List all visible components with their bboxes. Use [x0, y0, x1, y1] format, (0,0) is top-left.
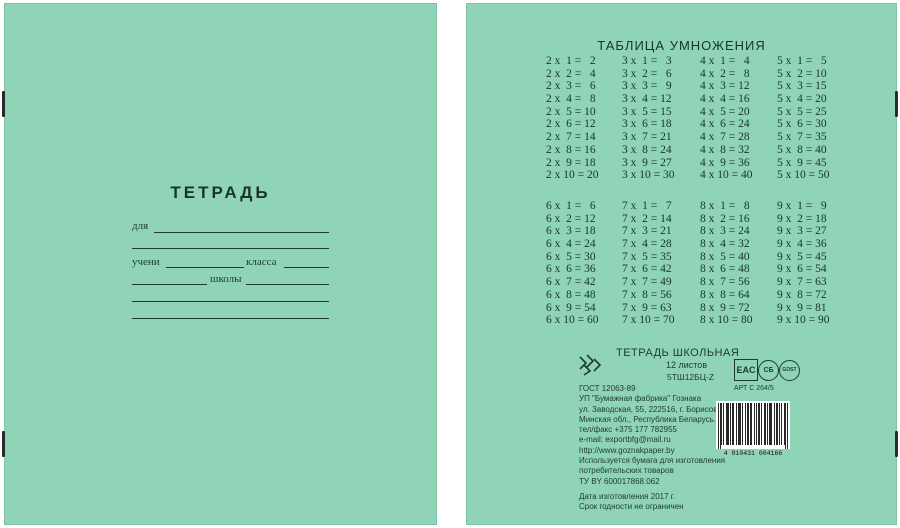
multiplication-row: 7 x 1 = 7 — [622, 200, 672, 212]
multiplication-row: 7 x 5 = 35 — [622, 250, 672, 263]
multiplication-row: 5 x 10 = 50 — [777, 169, 830, 182]
barcode-bar — [748, 403, 749, 445]
label-class: класса — [246, 256, 277, 268]
label-for: для — [132, 220, 149, 232]
multiplication-row: 9 x 5 = 45 — [777, 250, 827, 263]
multiplication-row: 6 x 8 = 48 — [546, 288, 596, 301]
multiplication-row: 2 x 1 = 2 — [546, 55, 596, 67]
product-name: ТЕТРАДЬ ШКОЛЬНАЯ — [616, 347, 740, 359]
multiplication-table-title: ТАБЛИЦА УМНОЖЕНИЯ — [597, 38, 766, 53]
barcode-bar — [742, 403, 743, 445]
multiplication-row: 3 x 2 = 6 — [622, 67, 672, 80]
info-line: e-mail: exportbfg@mail.ru — [579, 435, 671, 445]
staple-top-back — [895, 91, 898, 117]
multiplication-column — [700, 200, 770, 327]
multiplication-row: 5 x 3 = 15 — [777, 80, 827, 93]
multiplication-row: 9 x 6 = 54 — [777, 263, 827, 276]
notebook-title: ТЕТРАДЬ — [170, 183, 271, 202]
line-blank-2 — [132, 301, 329, 302]
multiplication-row: 6 x 1 = 6 — [546, 200, 596, 212]
barcode-bar — [720, 403, 721, 449]
multiplication-row: 8 x 8 = 64 — [700, 288, 750, 301]
barcode-bar — [726, 403, 727, 445]
multiplication-row: 7 x 4 = 28 — [622, 238, 672, 251]
multiplication-row: 7 x 2 = 14 — [622, 212, 672, 225]
info-line: потребительских товаров — [579, 466, 674, 476]
multiplication-column — [546, 200, 616, 327]
multiplication-row: 3 x 3 = 9 — [622, 80, 672, 93]
multiplication-column — [777, 55, 847, 182]
barcode-bar — [784, 403, 785, 445]
info-line: Используется бумага для изготовления — [579, 456, 726, 466]
barcode-bar — [776, 403, 777, 445]
barcode-bar — [774, 403, 775, 445]
multiplication-row: 8 x 5 = 40 — [700, 250, 750, 263]
multiplication-row: 3 x 5 = 15 — [622, 105, 672, 118]
multiplication-row: 8 x 10 = 80 — [700, 314, 753, 327]
staple-bottom-back — [895, 431, 898, 457]
product-code: 5ТШ12БЦ-Z — [667, 372, 715, 382]
multiplication-row: 9 x 10 = 90 — [777, 314, 830, 327]
multiplication-row: 5 x 5 = 25 — [777, 105, 827, 118]
info-line: ГОСТ 12063-89 — [579, 384, 636, 393]
barcode-bar — [754, 403, 755, 445]
label-student: учени — [132, 256, 160, 268]
multiplication-row: 8 x 9 = 72 — [700, 301, 750, 314]
multiplication-row: 4 x 7 = 28 — [700, 131, 750, 144]
multiplication-column — [777, 200, 847, 327]
multiplication-row: 4 x 1 = 4 — [700, 55, 750, 67]
multiplication-row: 9 x 3 = 27 — [777, 225, 827, 238]
barcode-bar — [739, 403, 740, 445]
multiplication-row: 4 x 2 = 8 — [700, 67, 750, 80]
multiplication-row: 6 x 2 = 12 — [546, 212, 596, 225]
barcode-bar — [738, 403, 739, 445]
barcode-bar — [771, 403, 772, 445]
multiplication-column — [622, 55, 692, 182]
multiplication-row: 4 x 10 = 40 — [700, 169, 753, 182]
multiplication-row: 2 x 6 = 12 — [546, 118, 596, 131]
barcode-bar — [727, 403, 728, 445]
manufacturer-info — [579, 384, 725, 513]
barcode-bar — [770, 403, 771, 445]
info-line: ТУ BY 600017868.062 — [579, 476, 660, 486]
multiplication-row: 7 x 6 = 42 — [622, 263, 672, 276]
info-line: Минская обл., Республика Беларусь. — [579, 414, 717, 424]
multiplication-row: 8 x 4 = 32 — [700, 238, 750, 251]
barcode-bar — [723, 403, 724, 445]
barcode-bar — [733, 403, 734, 445]
multiplication-row: 5 x 2 = 10 — [777, 67, 827, 80]
multiplication-row: 7 x 9 = 63 — [622, 301, 672, 314]
barcode-bar — [765, 403, 766, 445]
multiplication-row: 9 x 1 = 9 — [777, 200, 827, 212]
info-line: тел/факс +375 177 782955 — [579, 425, 677, 435]
line-blank-3 — [132, 318, 329, 319]
multiplication-row: 6 x 10 = 60 — [546, 314, 599, 327]
multiplication-row: 4 x 5 = 20 — [700, 105, 750, 118]
multiplication-row: 5 x 4 = 20 — [777, 93, 827, 106]
barcode-bar — [764, 403, 765, 445]
barcode-bar — [747, 403, 748, 445]
multiplication-row: 8 x 2 = 16 — [700, 212, 750, 225]
multiplication-row: 6 x 6 = 36 — [546, 263, 596, 276]
barcode-bar — [759, 403, 760, 445]
multiplication-row: 3 x 6 = 18 — [622, 118, 672, 131]
multiplication-row: 3 x 9 = 27 — [622, 156, 672, 169]
multiplication-row: 7 x 8 = 56 — [622, 288, 672, 301]
multiplication-row: 9 x 8 = 72 — [777, 288, 827, 301]
barcode-bar — [779, 403, 780, 445]
barcode-bar — [758, 403, 759, 445]
multiplication-row: 2 x 10 = 20 — [546, 169, 599, 182]
barcode-bar — [769, 403, 770, 445]
multiplication-row: 7 x 10 = 70 — [622, 314, 675, 327]
multiplication-row: 2 x 7 = 14 — [546, 131, 596, 144]
multiplication-row: 9 x 4 = 36 — [777, 238, 827, 251]
barcode-bar — [732, 403, 733, 445]
line-student — [166, 267, 244, 268]
barcode-bar — [730, 403, 731, 445]
multiplication-row: 5 x 8 = 40 — [777, 143, 827, 156]
multiplication-row: 6 x 5 = 30 — [546, 250, 596, 263]
date-line: Срок годности не ограничен — [579, 502, 684, 512]
multiplication-column — [546, 55, 616, 182]
multiplication-row: 8 x 6 = 48 — [700, 263, 750, 276]
multiplication-row: 5 x 7 = 35 — [777, 131, 827, 144]
multiplication-row: 3 x 1 = 3 — [622, 55, 672, 67]
eac-mark-icon: EAC — [734, 359, 758, 381]
multiplication-row: 3 x 7 = 21 — [622, 131, 672, 144]
multiplication-row: 3 x 10 = 30 — [622, 169, 675, 182]
multiplication-row: 2 x 3 = 6 — [546, 80, 596, 93]
multiplication-row: 2 x 5 = 10 — [546, 105, 596, 118]
multiplication-row: 6 x 9 = 54 — [546, 301, 596, 314]
date-line: Дата изготовления 2017 г. — [579, 491, 675, 501]
article-number: АРТ С 264/5 — [734, 385, 774, 392]
barcode-bar — [785, 403, 786, 449]
multiplication-row: 4 x 6 = 24 — [700, 118, 750, 131]
back-cover — [466, 3, 897, 525]
multiplication-row: 6 x 4 = 24 — [546, 238, 596, 251]
multiplication-row: 2 x 9 = 18 — [546, 156, 596, 169]
multiplication-row: 5 x 9 = 45 — [777, 156, 827, 169]
staple-top — [2, 91, 5, 117]
multiplication-row: 5 x 1 = 5 — [777, 55, 827, 67]
multiplication-column — [622, 200, 692, 327]
line-for — [154, 232, 329, 233]
multiplication-row: 9 x 2 = 18 — [777, 212, 827, 225]
barcode-bar — [756, 403, 757, 445]
barcode-bar — [767, 403, 768, 445]
line-class — [284, 267, 329, 268]
multiplication-row: 4 x 3 = 12 — [700, 80, 750, 93]
info-line: http://www.goznakpaper.by — [579, 445, 675, 455]
multiplication-row: 4 x 4 = 16 — [700, 93, 750, 106]
sheets-count: 12 листов — [666, 360, 708, 370]
line-school — [246, 284, 329, 285]
multiplication-row: 3 x 8 = 24 — [622, 143, 672, 156]
multiplication-row: 6 x 3 = 18 — [546, 225, 596, 238]
multiplication-row: 9 x 7 = 63 — [777, 276, 827, 289]
staple-bottom — [2, 431, 5, 457]
multiplication-column — [700, 55, 770, 182]
barcode-bar — [781, 403, 782, 445]
multiplication-row: 2 x 2 = 4 — [546, 67, 596, 80]
multiplication-row: 8 x 3 = 24 — [700, 225, 750, 238]
barcode-bar — [736, 403, 737, 445]
multiplication-row: 6 x 7 = 42 — [546, 276, 596, 289]
label-school: школы — [210, 273, 242, 285]
multiplication-row: 7 x 7 = 49 — [622, 276, 672, 289]
barcode-bar — [777, 403, 778, 445]
info-line: ул. Заводская, 55, 222516, г. Борисов, — [579, 404, 720, 414]
multiplication-row: 4 x 9 = 36 — [700, 156, 750, 169]
certification-mark-icon: CБ — [758, 360, 779, 381]
barcode-bar — [751, 403, 752, 445]
multiplication-row: 2 x 8 = 16 — [546, 143, 596, 156]
goznak-logo-icon — [578, 353, 604, 377]
barcode-bar — [761, 403, 762, 445]
barcode-digits: 4 810431 004166 — [723, 450, 783, 457]
front-cover — [4, 3, 437, 525]
multiplication-row: 9 x 9 = 81 — [777, 301, 827, 314]
multiplication-row: 7 x 3 = 21 — [622, 225, 672, 238]
multiplication-row: 2 x 4 = 8 — [546, 93, 596, 106]
barcode-icon — [716, 401, 790, 449]
barcode-bar — [750, 403, 751, 445]
barcode-bar — [721, 403, 722, 445]
multiplication-row: 4 x 8 = 32 — [700, 143, 750, 156]
barcode-bar — [740, 403, 741, 445]
gost-mark-icon: GOST — [779, 360, 800, 381]
multiplication-row: 3 x 4 = 12 — [622, 93, 672, 106]
barcode-bar — [718, 403, 719, 449]
barcode-bar — [728, 403, 729, 445]
barcode-bar — [787, 403, 788, 449]
line-blank-1 — [132, 248, 329, 249]
info-line: УП "Бумажная фабрика" Гознака — [579, 394, 702, 404]
barcode-bar — [745, 403, 746, 445]
multiplication-row: 8 x 1 = 8 — [700, 200, 750, 212]
line-school-pre — [132, 284, 207, 285]
multiplication-row: 8 x 7 = 56 — [700, 276, 750, 289]
multiplication-row: 5 x 6 = 30 — [777, 118, 827, 131]
